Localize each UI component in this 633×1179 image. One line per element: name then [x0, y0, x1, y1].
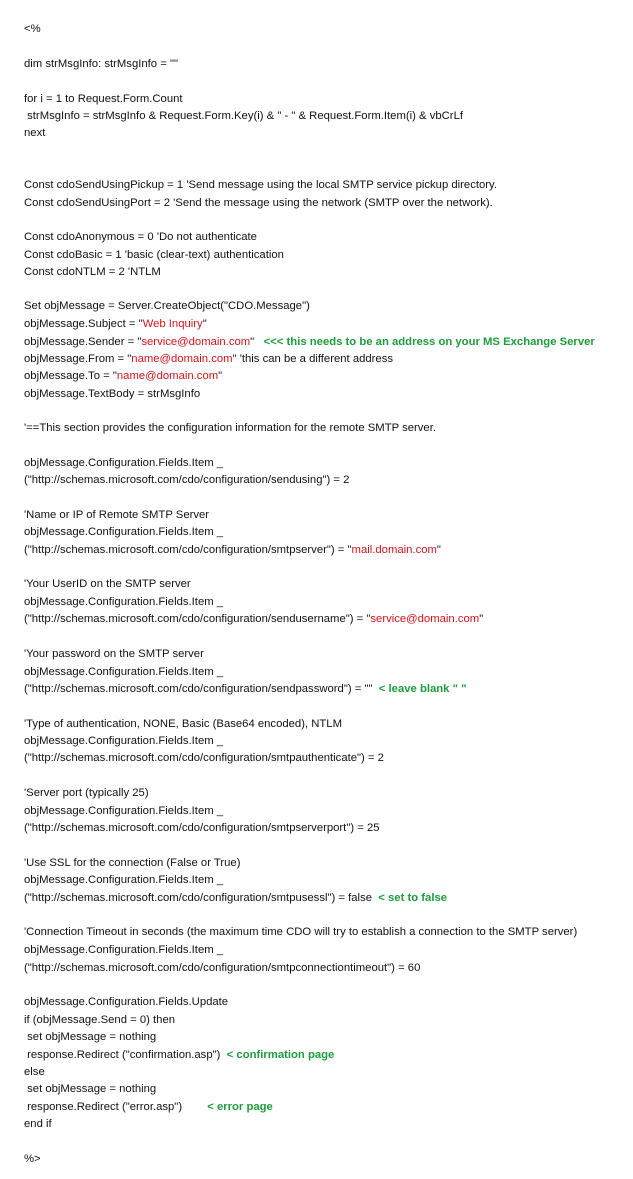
code-line — [24, 178, 497, 192]
code-text: if (objMessage.Send = 0) then — [24, 1014, 176, 1026]
code-line — [24, 786, 149, 800]
annotation-note: < leave blank " " — [378, 683, 467, 695]
code-text: objMessage.TextBody = strMsgInfo — [24, 388, 201, 400]
code-line — [24, 961, 420, 975]
code-line — [24, 717, 342, 731]
code-text: ("http://schemas.microsoft.com/cdo/configuration/smtpconnectiontimeout") = 60 — [24, 962, 421, 974]
code-line — [24, 57, 178, 71]
code-text: Const cdoSendUsingPort = 2 'Send the message using the network (SMTP over the network). — [24, 197, 493, 209]
code-text: strMsgInfo = strMsgInfo & Request.Form.Key(i) & " - " & Request.Form.Item(i) & vbCrLf — [24, 110, 463, 122]
code-text: Set objMessage = Server.CreateObject("CDO.Message") — [24, 300, 310, 312]
code-line — [24, 804, 223, 818]
code-line — [24, 995, 228, 1009]
code-text: objMessage.Configuration.Fields.Item _ — [24, 596, 224, 608]
code-text: 'Name or IP of Remote SMTP Server — [24, 509, 210, 521]
string-value: name@domain.com — [116, 370, 219, 382]
code-line — [24, 109, 463, 123]
code-text: objMessage.Configuration.Fields.Item _ — [24, 805, 224, 817]
code-text: objMessage.Configuration.Fields.Item _ — [24, 666, 224, 678]
code-line — [24, 299, 310, 313]
code-text: Const cdoNTLM = 2 'NTLM — [24, 266, 161, 278]
code-text: '==This section provides the configuration information for the remote SMTP server. — [24, 422, 436, 434]
code-text: <% — [24, 23, 41, 35]
code-text: " — [218, 370, 223, 382]
code-line — [24, 196, 493, 210]
code-line — [24, 595, 223, 609]
code-line — [24, 577, 191, 591]
code-line — [24, 352, 393, 366]
code-line — [24, 1117, 52, 1131]
code-text: else — [24, 1066, 45, 1078]
code-text: Const cdoBasic = 1 'basic (clear-text) authentication — [24, 249, 284, 261]
code-line — [24, 856, 240, 870]
code-text: for i = 1 to Request.Form.Count — [24, 93, 183, 105]
code-line — [24, 369, 222, 383]
code-line — [24, 943, 223, 957]
code-text: ("http://schemas.microsoft.com/cdo/configuration/sendusing") = 2 — [24, 474, 350, 486]
code-text: " — [479, 613, 484, 625]
string-value: name@domain.com — [131, 353, 233, 365]
code-line — [24, 248, 284, 262]
code-line — [24, 543, 441, 557]
code-text: response.Redirect ("confirmation.asp") — [24, 1049, 227, 1061]
code-text: objMessage.Configuration.Fields.Item _ — [24, 944, 224, 956]
code-line — [24, 682, 466, 696]
code-line — [24, 821, 380, 835]
code-line — [24, 1013, 175, 1027]
code-text: 'Your UserID on the SMTP server — [24, 578, 191, 590]
code-text: " — [250, 336, 264, 348]
code-text: 'Your password on the SMTP server — [24, 648, 204, 660]
code-line — [24, 1048, 334, 1062]
code-line — [24, 92, 183, 106]
code-line — [24, 1030, 156, 1044]
code-text: objMessage.Configuration.Fields.Item _ — [24, 735, 224, 747]
code-text: 'Server port (typically 25) — [24, 787, 149, 799]
code-text: ("http://schemas.microsoft.com/cdo/configuration/smtpserverport") = 25 — [24, 822, 380, 834]
code-text: %> — [24, 1153, 41, 1165]
code-line — [24, 265, 161, 279]
code-text: ("http://schemas.microsoft.com/cdo/configuration/sendpassword") = "" — [24, 683, 379, 695]
code-text: next — [24, 127, 46, 139]
code-line — [24, 1152, 41, 1166]
code-line — [24, 508, 209, 522]
code-text: end if — [24, 1118, 52, 1130]
code-text: objMessage.From = " — [24, 353, 132, 365]
code-text: dim strMsgInfo: strMsgInfo = "" — [24, 58, 178, 70]
code-text: " 'this can be a different address — [232, 353, 394, 365]
code-text: " — [436, 544, 441, 556]
code-text: 'Use SSL for the connection (False or True) — [24, 857, 241, 869]
code-text: objMessage.Configuration.Fields.Item _ — [24, 526, 224, 538]
code-line — [24, 230, 257, 244]
annotation-note: < error page — [207, 1101, 273, 1113]
code-line — [24, 473, 349, 487]
code-text: ("http://schemas.microsoft.com/cdo/configuration/smtpserver") = " — [24, 544, 352, 556]
code-line — [24, 335, 595, 349]
code-line — [24, 1100, 273, 1114]
code-text: response.Redirect ("error.asp") — [24, 1101, 208, 1113]
code-line — [24, 22, 41, 36]
code-line — [24, 612, 483, 626]
code-text: objMessage.Sender = " — [24, 336, 142, 348]
code-line — [24, 317, 207, 331]
code-line — [24, 525, 223, 539]
string-value: Web Inquiry — [142, 318, 203, 330]
string-value: service@domain.com — [141, 336, 251, 348]
code-line — [24, 751, 384, 765]
code-line — [24, 734, 223, 748]
code-line — [24, 126, 45, 140]
code-line — [24, 647, 204, 661]
code-text: objMessage.To = " — [24, 370, 117, 382]
code-line — [24, 891, 447, 905]
code-text: 'Type of authentication, NONE, Basic (Base64 encoded), NTLM — [24, 718, 343, 730]
code-line — [24, 456, 223, 470]
string-value: mail.domain.com — [351, 544, 437, 556]
annotation-note: <<< this needs to be an address on your MS Exchange Server — [263, 336, 595, 348]
code-text: objMessage.Subject = " — [24, 318, 143, 330]
code-text: 'Connection Timeout in seconds (the maximum time CDO will try to establish a connection to the SMTP server) — [24, 926, 578, 938]
code-text: objMessage.Configuration.Fields.Item _ — [24, 457, 224, 469]
code-text: set objMessage = nothing — [24, 1083, 157, 1095]
code-line — [24, 1065, 45, 1079]
annotation-note: < set to false — [378, 892, 448, 904]
code-line — [24, 1082, 156, 1096]
code-line — [24, 873, 223, 887]
code-text: ("http://schemas.microsoft.com/cdo/configuration/sendusername") = " — [24, 613, 371, 625]
code-text: " — [202, 318, 207, 330]
code-text: objMessage.Configuration.Fields.Item _ — [24, 874, 224, 886]
annotation-note: < confirmation page — [226, 1049, 335, 1061]
code-text: Const cdoAnonymous = 0 'Do not authenticate — [24, 231, 257, 243]
code-text: objMessage.Configuration.Fields.Update — [24, 996, 229, 1008]
string-value: service@domain.com — [370, 613, 480, 625]
code-line — [24, 421, 436, 435]
code-text: ("http://schemas.microsoft.com/cdo/configuration/smtpauthenticate") = 2 — [24, 752, 384, 764]
code-text: Const cdoSendUsingPickup = 1 'Send message using the local SMTP service pickup directory. — [24, 179, 497, 191]
code-line — [24, 665, 223, 679]
code-text: set objMessage = nothing — [24, 1031, 157, 1043]
code-line — [24, 925, 577, 939]
code-text: ("http://schemas.microsoft.com/cdo/configuration/smtpusessl") = false — [24, 892, 379, 904]
code-line — [24, 387, 200, 401]
